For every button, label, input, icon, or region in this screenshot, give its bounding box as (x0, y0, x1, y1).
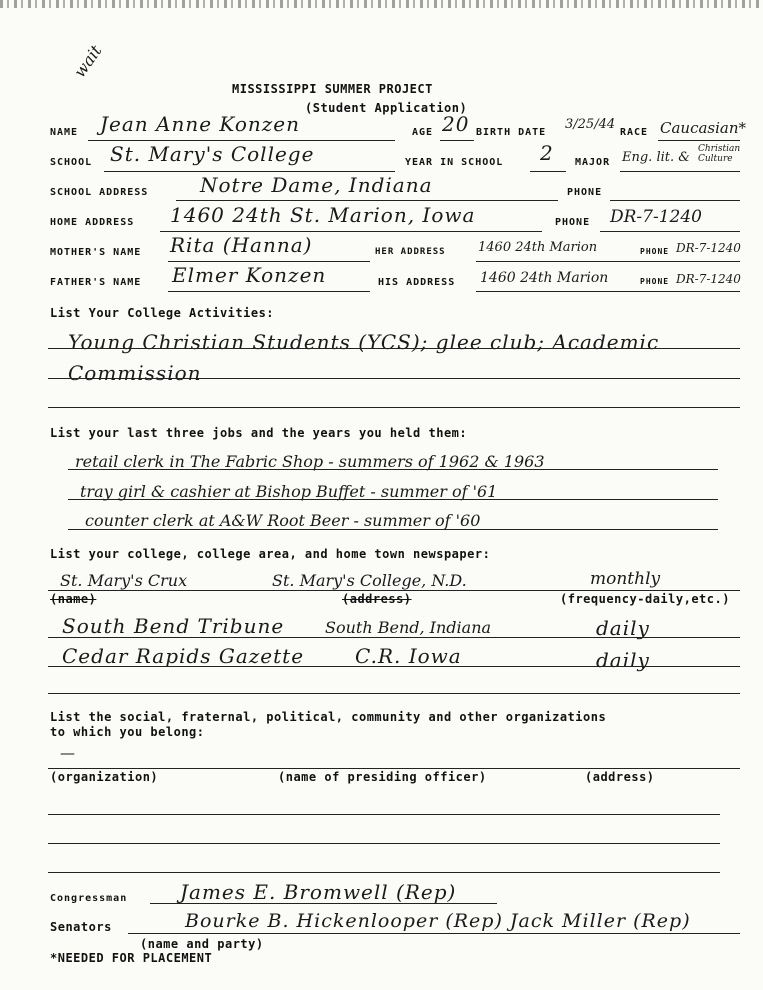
newspapers-prompt: List your college, college area, and home town newspaper: (50, 547, 491, 561)
major-value: Eng. lit. & (622, 150, 690, 165)
congressman-value: James E. Bromwell (Rep) (180, 880, 457, 904)
father-phone-label: PHONE (640, 277, 670, 286)
school-label: SCHOOL (50, 157, 93, 168)
newspaper-2-frequency: daily (596, 616, 650, 640)
newspaper-3-address: C.R. Iowa (355, 644, 462, 668)
mother-phone-value: DR-7-1240 (676, 241, 741, 255)
col-name-label: (name) (50, 592, 97, 606)
race-value: Caucasian* (660, 119, 747, 137)
birth-date-label: BIRTH DATE (476, 127, 547, 138)
newspaper-1-name: St. Mary's Crux (60, 571, 188, 590)
birth-date-value: 3/25/44 (565, 117, 616, 132)
his-address-label: HIS ADDRESS (378, 277, 456, 288)
fathers-name-label: FATHER'S NAME (50, 277, 142, 288)
mother-phone-label: PHONE (640, 247, 670, 256)
school-value: St. Mary's College (110, 142, 315, 166)
age-value: 20 (442, 112, 470, 136)
scan-edge-noise (0, 0, 763, 8)
home-address-label: HOME ADDRESS (50, 217, 135, 228)
col-address-label: (address) (342, 592, 412, 606)
fathers-name-value: Elmer Konzen (172, 263, 327, 287)
name-party-note: (name and party) (140, 937, 264, 951)
jobs-prompt: List your last three jobs and the years you held them: (50, 426, 468, 440)
name-label: NAME (50, 127, 79, 138)
year-label: YEAR IN SCHOOL (405, 157, 504, 168)
job-line-2: tray girl & cashier at Bishop Buffet - summer of '61 (80, 482, 498, 501)
name-value: Jean Anne Konzen (100, 112, 300, 136)
newspaper-3-name: Cedar Rapids Gazette (62, 644, 305, 668)
col-officer-label: (name of presiding officer) (278, 770, 487, 784)
col-organization-label: (organization) (50, 770, 159, 784)
form-title: MISSISSIPPI SUMMER PROJECT (232, 82, 433, 96)
school-address-label: SCHOOL ADDRESS (50, 187, 149, 198)
father-address-value: 1460 24th Marion (480, 270, 609, 286)
organizations-prompt-1: List the social, fraternal, political, community and other organizations (50, 710, 607, 724)
mothers-name-value: Rita (Hanna) (170, 233, 313, 257)
year-value: 2 (540, 141, 554, 165)
major-note: Christian Culture (698, 144, 741, 164)
congressman-label: Congressman (50, 893, 128, 904)
organizations-prompt-2: to which you belong: (50, 725, 205, 739)
school-address-value: Notre Dame, Indiana (200, 173, 433, 197)
activity-line-1: Young Christian Students (YCS); glee club; Academic (68, 330, 660, 354)
age-label: AGE (412, 127, 434, 138)
job-line-1: retail clerk in The Fabric Shop - summers of 1962 & 1963 (75, 452, 545, 471)
home-phone-label: PHONE (555, 217, 591, 228)
newspaper-1-address: St. Mary's College, N.D. (272, 571, 467, 590)
col-org-address-label: (address) (585, 770, 655, 784)
school-phone-label: PHONE (567, 187, 603, 198)
major-label: MAJOR (575, 157, 611, 168)
mothers-name-label: MOTHER'S NAME (50, 247, 142, 258)
home-phone-value: DR-7-1240 (610, 207, 702, 227)
col-frequency-label: (frequency-daily,etc.) (560, 592, 730, 606)
form-subtitle: (Student Application) (305, 101, 468, 115)
margin-note: wait (70, 41, 106, 81)
job-line-3: counter clerk at A&W Root Beer - summer of '60 (85, 511, 481, 530)
father-phone-value: DR-7-1240 (676, 272, 741, 286)
newspaper-2-address: South Bend, Indiana (325, 618, 492, 637)
mother-address-value: 1460 24th Marion (478, 240, 598, 255)
placement-footnote: *NEEDED FOR PLACEMENT (50, 951, 213, 965)
newspaper-3-frequency: daily (596, 648, 650, 672)
newspaper-2-name: South Bend Tribune (62, 614, 285, 638)
senators-value: Bourke B. Hickenlooper (Rep) Jack Miller (Rep) (185, 910, 691, 932)
senators-label: Senators (50, 920, 112, 934)
race-label: RACE (620, 127, 649, 138)
organization-entry: — (60, 744, 75, 762)
activities-prompt: List Your College Activities: (50, 306, 275, 320)
home-address-value: 1460 24th St. Marion, Iowa (170, 203, 476, 227)
her-address-label: HER ADDRESS (375, 247, 446, 257)
newspaper-1-frequency: monthly (590, 569, 661, 589)
activity-line-2: Commission (68, 361, 202, 385)
